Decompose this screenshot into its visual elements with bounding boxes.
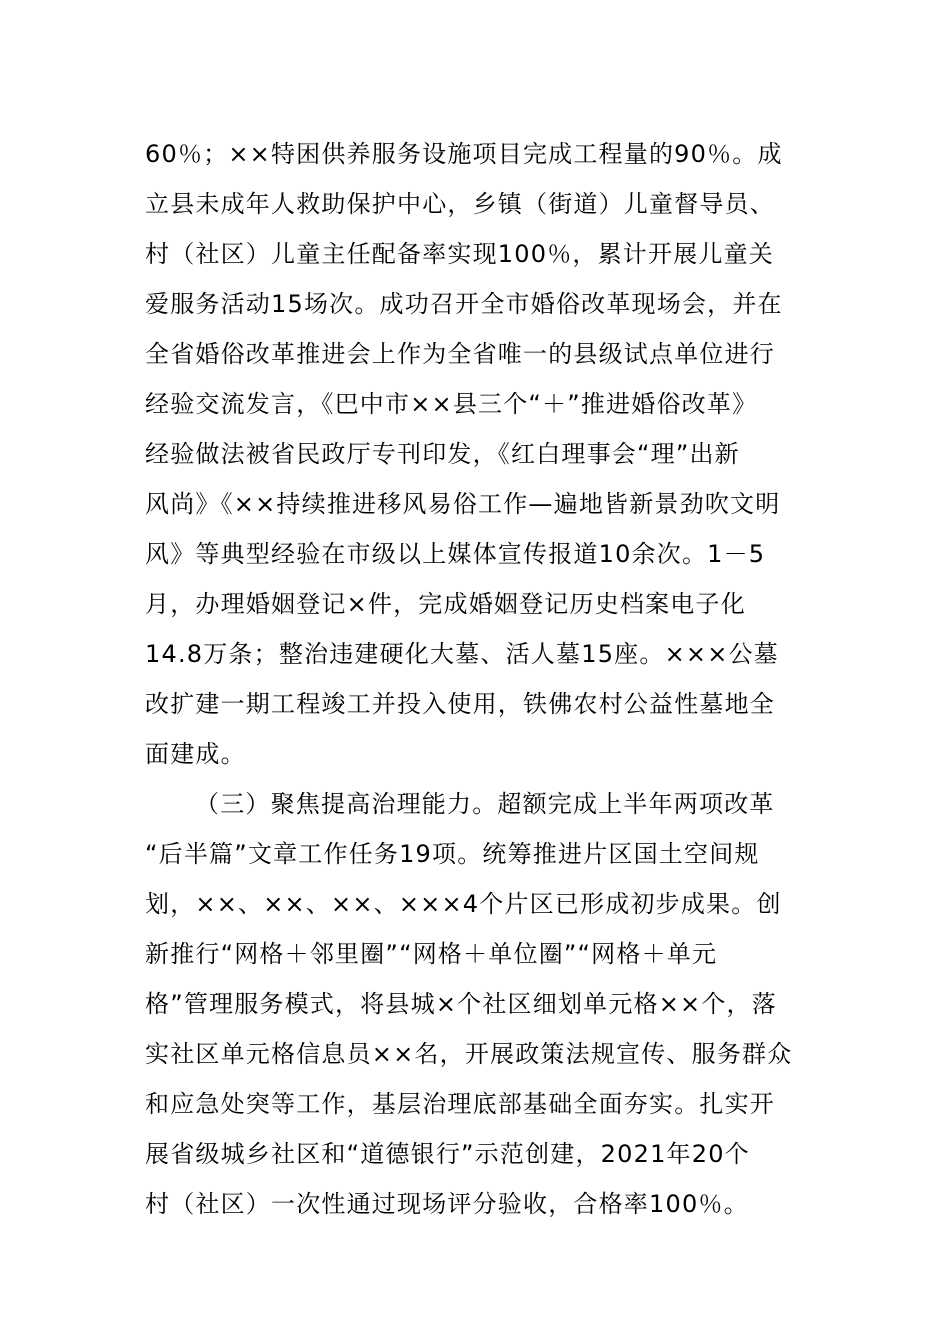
text-line-2: 立县未成年人救助保护中心，乡镇（街道）儿童督导员、 <box>145 190 775 218</box>
text-line-15: “后半篇”文章工作任务19项。统筹推进片区国土空间规 <box>145 840 760 868</box>
text-line-21: 展省级城乡社区和“道德银行”示范创建，2021年20个 <box>145 1140 750 1168</box>
text-line-4: 爱服务活动15场次。成功召开全市婚俗改革现场会，并在 <box>145 290 783 318</box>
text-line-11: 14.8万条；整治违建硬化大墓、活人墓15座。×××公墓 <box>145 640 779 668</box>
text-line-20: 和应急处突等工作，基层治理底部基础全面夯实。扎实开 <box>145 1090 775 1118</box>
text-line-10: 月，办理婚姻登记×件，完成婚姻登记历史档案电子化 <box>145 590 746 618</box>
text-line-13: 面建成。 <box>145 740 246 768</box>
text-line-22: 村（社区）一次性通过现场评分验收，合格率100％。 <box>145 1190 749 1218</box>
text-line-8: 风尚》《××持续推进移风易俗工作—遍地皆新景劲吹文明 <box>145 490 781 518</box>
text-line-5: 全省婚俗改革推进会上作为全省唯一的县级试点单位进行 <box>145 340 775 368</box>
text-line-17: 新推行“网格＋邻里圈”“网格＋单位圈”“网格＋单元 <box>145 940 718 968</box>
text-line-1: 60％；××特困供养服务设施项目完成工程量的90％。成 <box>145 140 783 168</box>
text-line-3: 村（社区）儿童主任配备率实现100％，累计开展儿童关 <box>145 240 775 268</box>
section-heading-line: （三）聚焦提高治理能力。超额完成上半年两项改革 <box>195 790 775 818</box>
text-line-18: 格”管理服务模式，将县城×个社区细划单元格××个，落 <box>145 990 777 1018</box>
text-line-16: 划，××、××、××、×××4个片区已形成初步成果。创 <box>145 890 782 918</box>
text-line-6: 经验交流发言，《巴中市××县三个“＋”推进婚俗改革》 <box>145 390 758 418</box>
text-line-19: 实社区单元格信息员××名，开展政策法规宣传、服务群众 <box>145 1040 793 1068</box>
text-line-7: 经验做法被省民政厅专刊印发，《红白理事会“理”出新 <box>145 440 740 468</box>
text-line-9: 风》等典型经验在市级以上媒体宣传报道10余次。1－5 <box>145 540 766 568</box>
text-line-12: 改扩建一期工程竣工并投入使用，铁佛农村公益性墓地全 <box>145 690 775 718</box>
